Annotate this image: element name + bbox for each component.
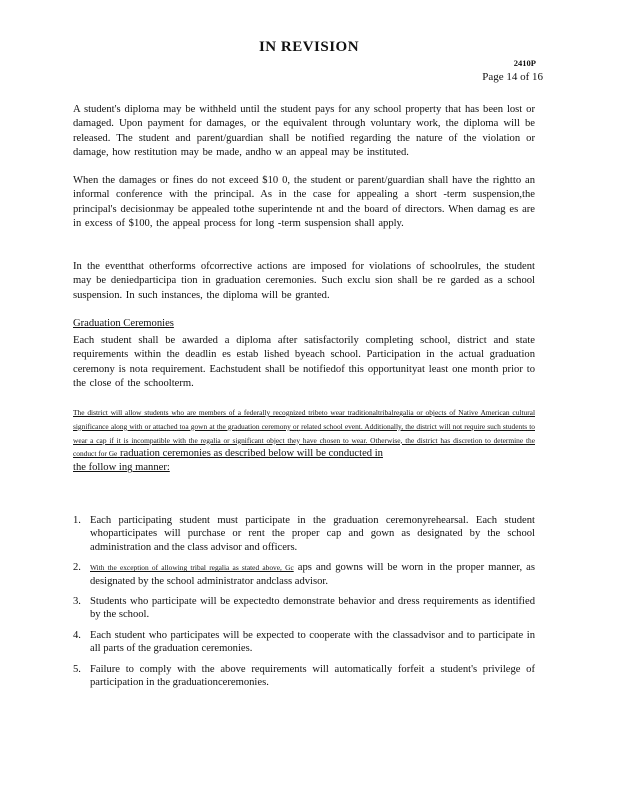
paragraph-corrective-actions: In the eventthat otherforms ofcorrective actions are imposed for violations of schoolrules, the student may be deniedparticipa tion in graduation ceremonies. Such exclu sion shall be re garded as a school suspension. In such instances, the diploma will be granted.	[73, 261, 535, 301]
insertion-tail: raduation ceremonies as described below will be conducted in	[117, 448, 383, 460]
graduation-heading: Graduation Ceremonies	[73, 318, 174, 329]
policy-code: 2410P	[513, 58, 536, 68]
insertion-text: The district will allow students who are members of a federally recognized tribeto wear traditionaltribalregalia or objects of Native American cultural significance along with or attached toa gown at the graduation ceremony or related school event. Additionally, the district will not require such students to wear a cap if it is incompatible with the regalia or significant object they have chosen to wear. Otherwise, the district has discretion to determine the conduct for G	[73, 408, 535, 459]
insertion-mark: e	[114, 449, 118, 459]
list-item: 1. Each participating student must participate in the graduation ceremonyrehearsal. Each student whoparticipates will purchase or rent the proper cap and gown as designated by the school administration and the class advisor and officers.	[73, 515, 535, 553]
document-title: IN REVISION	[258, 39, 360, 55]
paragraph-damages-appeal: When the damages or fines do not exceed $10 0, the student or parent/guardian shall have the rightto an informal conference with the principal. As in the case for appealing a short -term suspension,the principal's decisionmay be appealed tothe superintende nt and the board of directors. When damag es are in excess of $100, the appeal process for long -term suspension shall apply.	[73, 175, 535, 229]
tribal-regalia-insertion	[73, 406, 535, 474]
list-item: 2. With the exception of allowing tribal regalia as stated above, Gc aps and gowns will be worn in the proper manner, as designated by the school administrator andclass advisor.	[73, 562, 535, 587]
paragraph-graduation: Each student shall be awarded a diploma after satisfactorily completing school, district and state requirements within the deadlin es estab lished byeach school. Participation in the actual graduation ceremony is nota requirement. Eachstudent shall be notifiedof this opportunityat least one month prior to the close of the schoolterm.	[73, 335, 535, 389]
page-number: Page 14 of 16	[482, 71, 543, 83]
requirements-list	[73, 514, 535, 696]
list-item: 3. Students who participate will be expectedto demonstrate behavior and dress requirements as identified by the school.	[73, 596, 535, 621]
list-item: 4. Each student who participates will be expected to cooperate with the classadvisor and to participate in all parts of the graduation ceremonies.	[73, 629, 535, 655]
list-item: 5. Failure to comply with the above requirements will automatically forfeit a student's privilege of participation in the graduationceremonies.	[73, 663, 535, 689]
paragraph-diploma-withheld: A student's diploma may be withheld until the student pays for any school property that has been lost or damaged. Upon payment for damages, or the equivalent through voluntary work, the diploma will be released. The student and parent/guardian shall be notified regarding the nature of the violation or damage, how restitution may be made, andho w an appeal may be instituted.	[73, 104, 535, 158]
list-intro: the follow ing manner:	[73, 462, 170, 474]
